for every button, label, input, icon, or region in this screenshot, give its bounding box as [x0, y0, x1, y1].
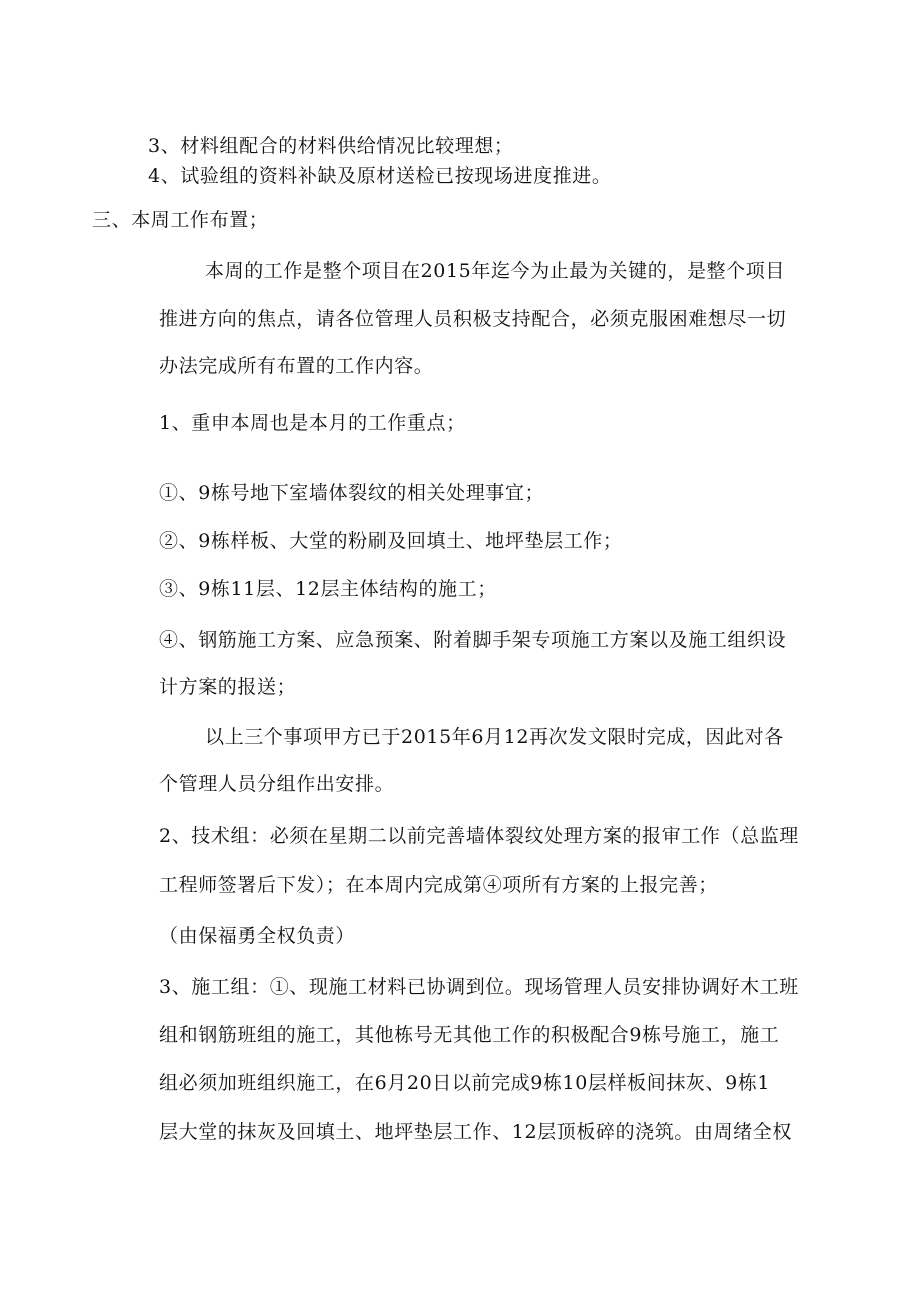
text-line-19: 组和钢筋班组的施工，其他栋号无其他工作的积极配合9栋号施工，施工 [159, 1024, 780, 1046]
text-line-5: 推进方向的焦点，请各位管理人员积极支持配合，必须克服困难想尽一切 [159, 308, 787, 330]
text-line-8: ①、9栋号地下室墙体裂纹的相关处理事宜； [159, 482, 545, 504]
text-line-6: 办法完成所有布置的工作内容。 [159, 355, 434, 377]
text-line-20: 组必须加班组织施工，在6月20日以前完成9栋10层样板间抹灰、9栋1 [159, 1072, 771, 1094]
section-heading: 三、本周工作布置； [92, 209, 269, 231]
text-line-21: 层大堂的抹灰及回填土、地坪垫层工作、12层顶板碎的浇筑。由周绪全权 [159, 1121, 792, 1143]
text-line-16: 工程师签署后下发）；在本周内完成第④项所有方案的上报完善； [159, 874, 718, 896]
text-line-4: 本周的工作是整个项目在2015年迄今为止最为关键的，是整个项目 [205, 260, 785, 282]
text-line-15: 2、技术组：必须在星期二以前完善墙体裂纹处理方案的报审工作（总监理 [159, 825, 799, 847]
text-line-17: （由保福勇全权负责） [159, 925, 356, 947]
text-line-12: 计方案的报送； [159, 676, 297, 698]
text-line-10: ③、9栋11层、12层主体结构的施工； [159, 578, 497, 600]
text-line-18: 3、施工组：①、现施工材料已协调到位。现场管理人员安排协调好木工班 [159, 976, 799, 998]
text-line-2: 4、试验组的资料补缺及原材送检已按现场进度推进。 [148, 165, 612, 187]
text-line-9: ②、9栋样板、大堂的粉刷及回填土、地坪垫层工作； [159, 530, 623, 552]
text-line-14: 个管理人员分组作出安排。 [159, 773, 395, 795]
text-line-7: 1、重申本周也是本月的工作重点； [159, 412, 466, 434]
text-line-13: 以上三个事项甲方已于2015年6月12再次发文限时完成，因此对各 [205, 726, 784, 748]
text-line-11: ④、钢筋施工方案、应急预案、附着脚手架专项施工方案以及施工组织设 [159, 629, 787, 651]
text-line-1: 3、材料组配合的材料供给情况比较理想； [148, 135, 514, 157]
